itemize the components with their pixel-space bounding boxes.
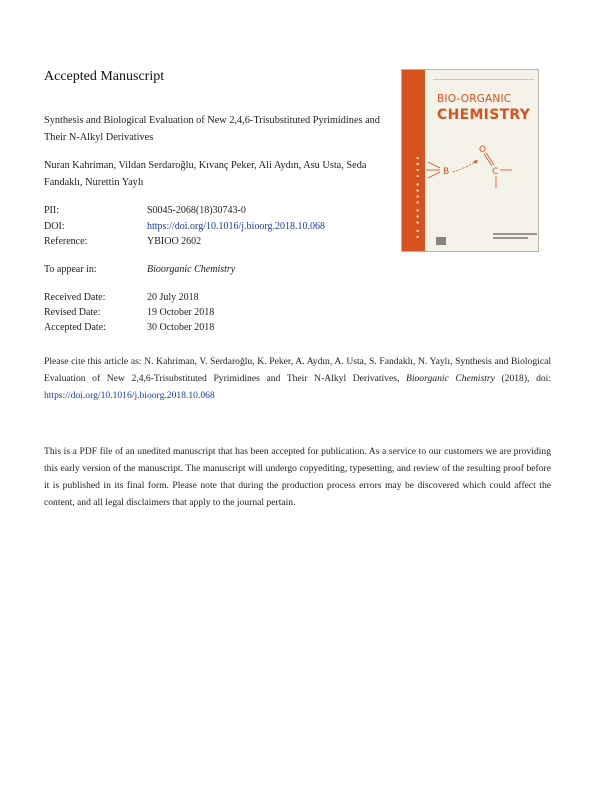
citation-text: Please cite this article as: N. Kahriman, V. Serdaroğlu, K. Peker, A. Aydın, A. Usta, S. Fandaklı, N. Yaylı, Synthesis and Biological Evaluation of New 2,4,6-Trisubstituted Pyrimidines and Their N-Alkyl Derivatives,	[44, 356, 551, 384]
pii-value: S0045-2068(18)30743-0	[147, 205, 246, 216]
citation-journal: Bioorganic Chemistry	[405, 373, 495, 384]
cover-rule	[433, 79, 534, 80]
manuscript-heading: Accepted Manuscript	[44, 69, 165, 84]
disclaimer-paragraph: This is a PDF file of an unedited manuscript that has been accepted for publication. As a service to our customers we are providing this early version of the manuscript. The manuscript will undergo copyediting, typesetting, and review of the resulting proof before it is published in its final form. Please note that during the production process errors may be discovered which could affect the content, and all legal disclaimers that apply to the journal pertain.	[44, 446, 551, 508]
cover-title-line1: BIO-ORGANIC	[437, 93, 512, 105]
doi-link[interactable]: https://doi.org/10.1016/j.bioorg.2018.10.068	[147, 221, 325, 232]
cover-spine	[402, 70, 425, 251]
received-date: 20 July 2018	[147, 292, 199, 303]
revised-label: Revised Date:	[44, 307, 101, 318]
cover-atom-b: B	[443, 167, 450, 177]
doi-label: DOI:	[44, 221, 65, 232]
cover-spine-text: ▪▪▪▪ ▪▪▪▪ ▪▪▪ ▪▪	[415, 155, 420, 240]
cover-arrowhead	[473, 160, 478, 164]
journal-cover-image	[401, 69, 539, 252]
citation-doi-link[interactable]: https://doi.org/10.1016/j.bioorg.2018.10.068	[44, 390, 215, 401]
cover-title-line2: CHEMISTRY	[437, 107, 531, 123]
appear-label: To appear in:	[44, 264, 97, 275]
cover-bond	[428, 162, 440, 168]
accepted-date: 30 October 2018	[147, 322, 215, 333]
revised-date: 19 October 2018	[147, 307, 215, 318]
journal-name: Bioorganic Chemistry	[147, 264, 236, 275]
pii-label: PII:	[44, 205, 59, 216]
reference-label: Reference:	[44, 236, 88, 247]
author-list: Nuran Kahriman, Vildan Serdaroğlu, Kıvanç Peker, Ali Aydın, Asu Usta, Seda Fandaklı, Nurettin Yaylı	[44, 160, 367, 188]
cover-atom-o: O	[479, 145, 487, 155]
cover-bond	[428, 172, 440, 178]
article-title: Synthesis and Biological Evaluation of New 2,4,6-Trisubstituted Pyrimidines and Their N-Alkyl Derivatives	[44, 115, 380, 143]
citation-text-after: (2018), doi:	[494, 373, 551, 384]
publisher-logo	[436, 237, 446, 245]
citation-paragraph	[44, 353, 551, 404]
received-label: Received Date:	[44, 292, 106, 303]
cover-atom-c: C	[492, 167, 499, 177]
accepted-label: Accepted Date:	[44, 322, 106, 333]
cover-footer-text	[493, 233, 537, 239]
cover-molecule-art	[426, 140, 538, 200]
reference-value: YBIOO 2602	[147, 236, 202, 247]
